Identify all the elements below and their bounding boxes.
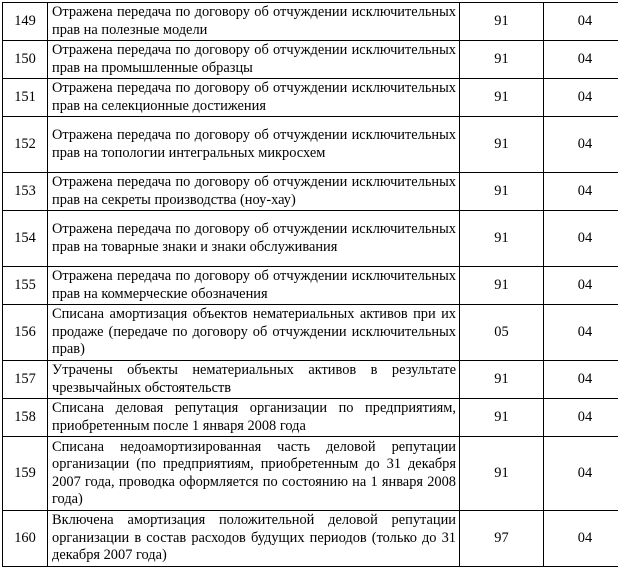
row-number: 152 [3, 117, 48, 173]
entry-description-text: Списана амортизация объектов нематериальных активов при их продаже (передаче по договору об отчуждении исключительных прав) [52, 306, 456, 358]
debit-account: 97 [460, 511, 544, 567]
table-row [3, 361, 618, 399]
entry-description-text: Отражена передача по договору об отчуждении исключительных прав на товарные знаки и знаки обслуживания [52, 221, 456, 255]
row-number: 153 [3, 173, 48, 211]
credit-account: 04 [544, 437, 618, 511]
entry-description [48, 79, 460, 117]
debit-account: 91 [460, 437, 544, 511]
table-row [3, 267, 618, 305]
debit-account: 91 [460, 399, 544, 437]
entry-description [48, 399, 460, 437]
debit-account: 91 [460, 79, 544, 117]
debit-account: 91 [460, 117, 544, 173]
accounting-entries-table [2, 2, 618, 567]
credit-account: 04 [544, 511, 618, 567]
table-row [3, 399, 618, 437]
table-row [3, 117, 618, 173]
row-number: 149 [3, 3, 48, 41]
debit-account: 91 [460, 361, 544, 399]
credit-account: 04 [544, 41, 618, 79]
entry-description-text: Утрачены объекты нематериальных активов в результате чрезвычайных обстоятельств [52, 362, 456, 396]
table-row [3, 79, 618, 117]
credit-account: 04 [544, 361, 618, 399]
credit-account: 04 [544, 267, 618, 305]
entry-description-text: Отражена передача по договору об отчуждении исключительных прав на секреты производства (ноу-хау) [52, 174, 456, 208]
credit-account: 04 [544, 399, 618, 437]
debit-account: 91 [460, 173, 544, 211]
entry-description-text: Включена амортизация положительной деловой репутации организации в состав расходов будущих периодов (только до 31 декабря 2007 года) [52, 512, 456, 564]
row-number: 157 [3, 361, 48, 399]
entry-description [48, 437, 460, 511]
credit-account: 04 [544, 211, 618, 267]
entry-description [48, 211, 460, 267]
table-row [3, 305, 618, 361]
table-row [3, 173, 618, 211]
table-row [3, 511, 618, 567]
row-number: 159 [3, 437, 48, 511]
entry-description-text: Списана недоамортизированная часть деловой репутации организации (по предприятиям, приобретенным до 31 декабря 2007 года, проводка оформляется по состоянию на 1 января 2008 года) [52, 438, 456, 507]
entry-description-text: Отражена передача по договору об отчуждении исключительных прав на топологии интегральных микросхем [52, 127, 456, 161]
row-number: 150 [3, 41, 48, 79]
entry-description-text: Отражена передача по договору об отчуждении исключительных прав на коммерческие обозначения [52, 268, 456, 302]
debit-account: 91 [460, 267, 544, 305]
table-row [3, 437, 618, 511]
entry-description-text: Отражена передача по договору об отчуждении исключительных прав на промышленные образцы [52, 42, 456, 76]
row-number: 160 [3, 511, 48, 567]
entry-description [48, 3, 460, 41]
entry-description [48, 267, 460, 305]
entry-description-text: Списана деловая репутация организации по предприятиям, приобретенным после 1 января 2008 года [52, 400, 456, 434]
credit-account: 04 [544, 173, 618, 211]
credit-account: 04 [544, 117, 618, 173]
entry-description [48, 117, 460, 173]
entry-description [48, 361, 460, 399]
entry-description-text: Отражена передача по договору об отчуждении исключительных прав на селекционные достижения [52, 80, 456, 114]
credit-account: 04 [544, 305, 618, 361]
credit-account: 04 [544, 79, 618, 117]
debit-account: 05 [460, 305, 544, 361]
entry-description [48, 173, 460, 211]
row-number: 154 [3, 211, 48, 267]
debit-account: 91 [460, 211, 544, 267]
debit-account: 91 [460, 41, 544, 79]
row-number: 156 [3, 305, 48, 361]
row-number: 158 [3, 399, 48, 437]
debit-account: 91 [460, 3, 544, 41]
entry-description [48, 305, 460, 361]
credit-account: 04 [544, 3, 618, 41]
entry-description-text: Отражена передача по договору об отчуждении исключительных прав на полезные модели [52, 4, 456, 38]
entry-description [48, 511, 460, 567]
row-number: 155 [3, 267, 48, 305]
row-number: 151 [3, 79, 48, 117]
table-row [3, 41, 618, 79]
table-row [3, 3, 618, 41]
entry-description [48, 41, 460, 79]
table-row [3, 211, 618, 267]
